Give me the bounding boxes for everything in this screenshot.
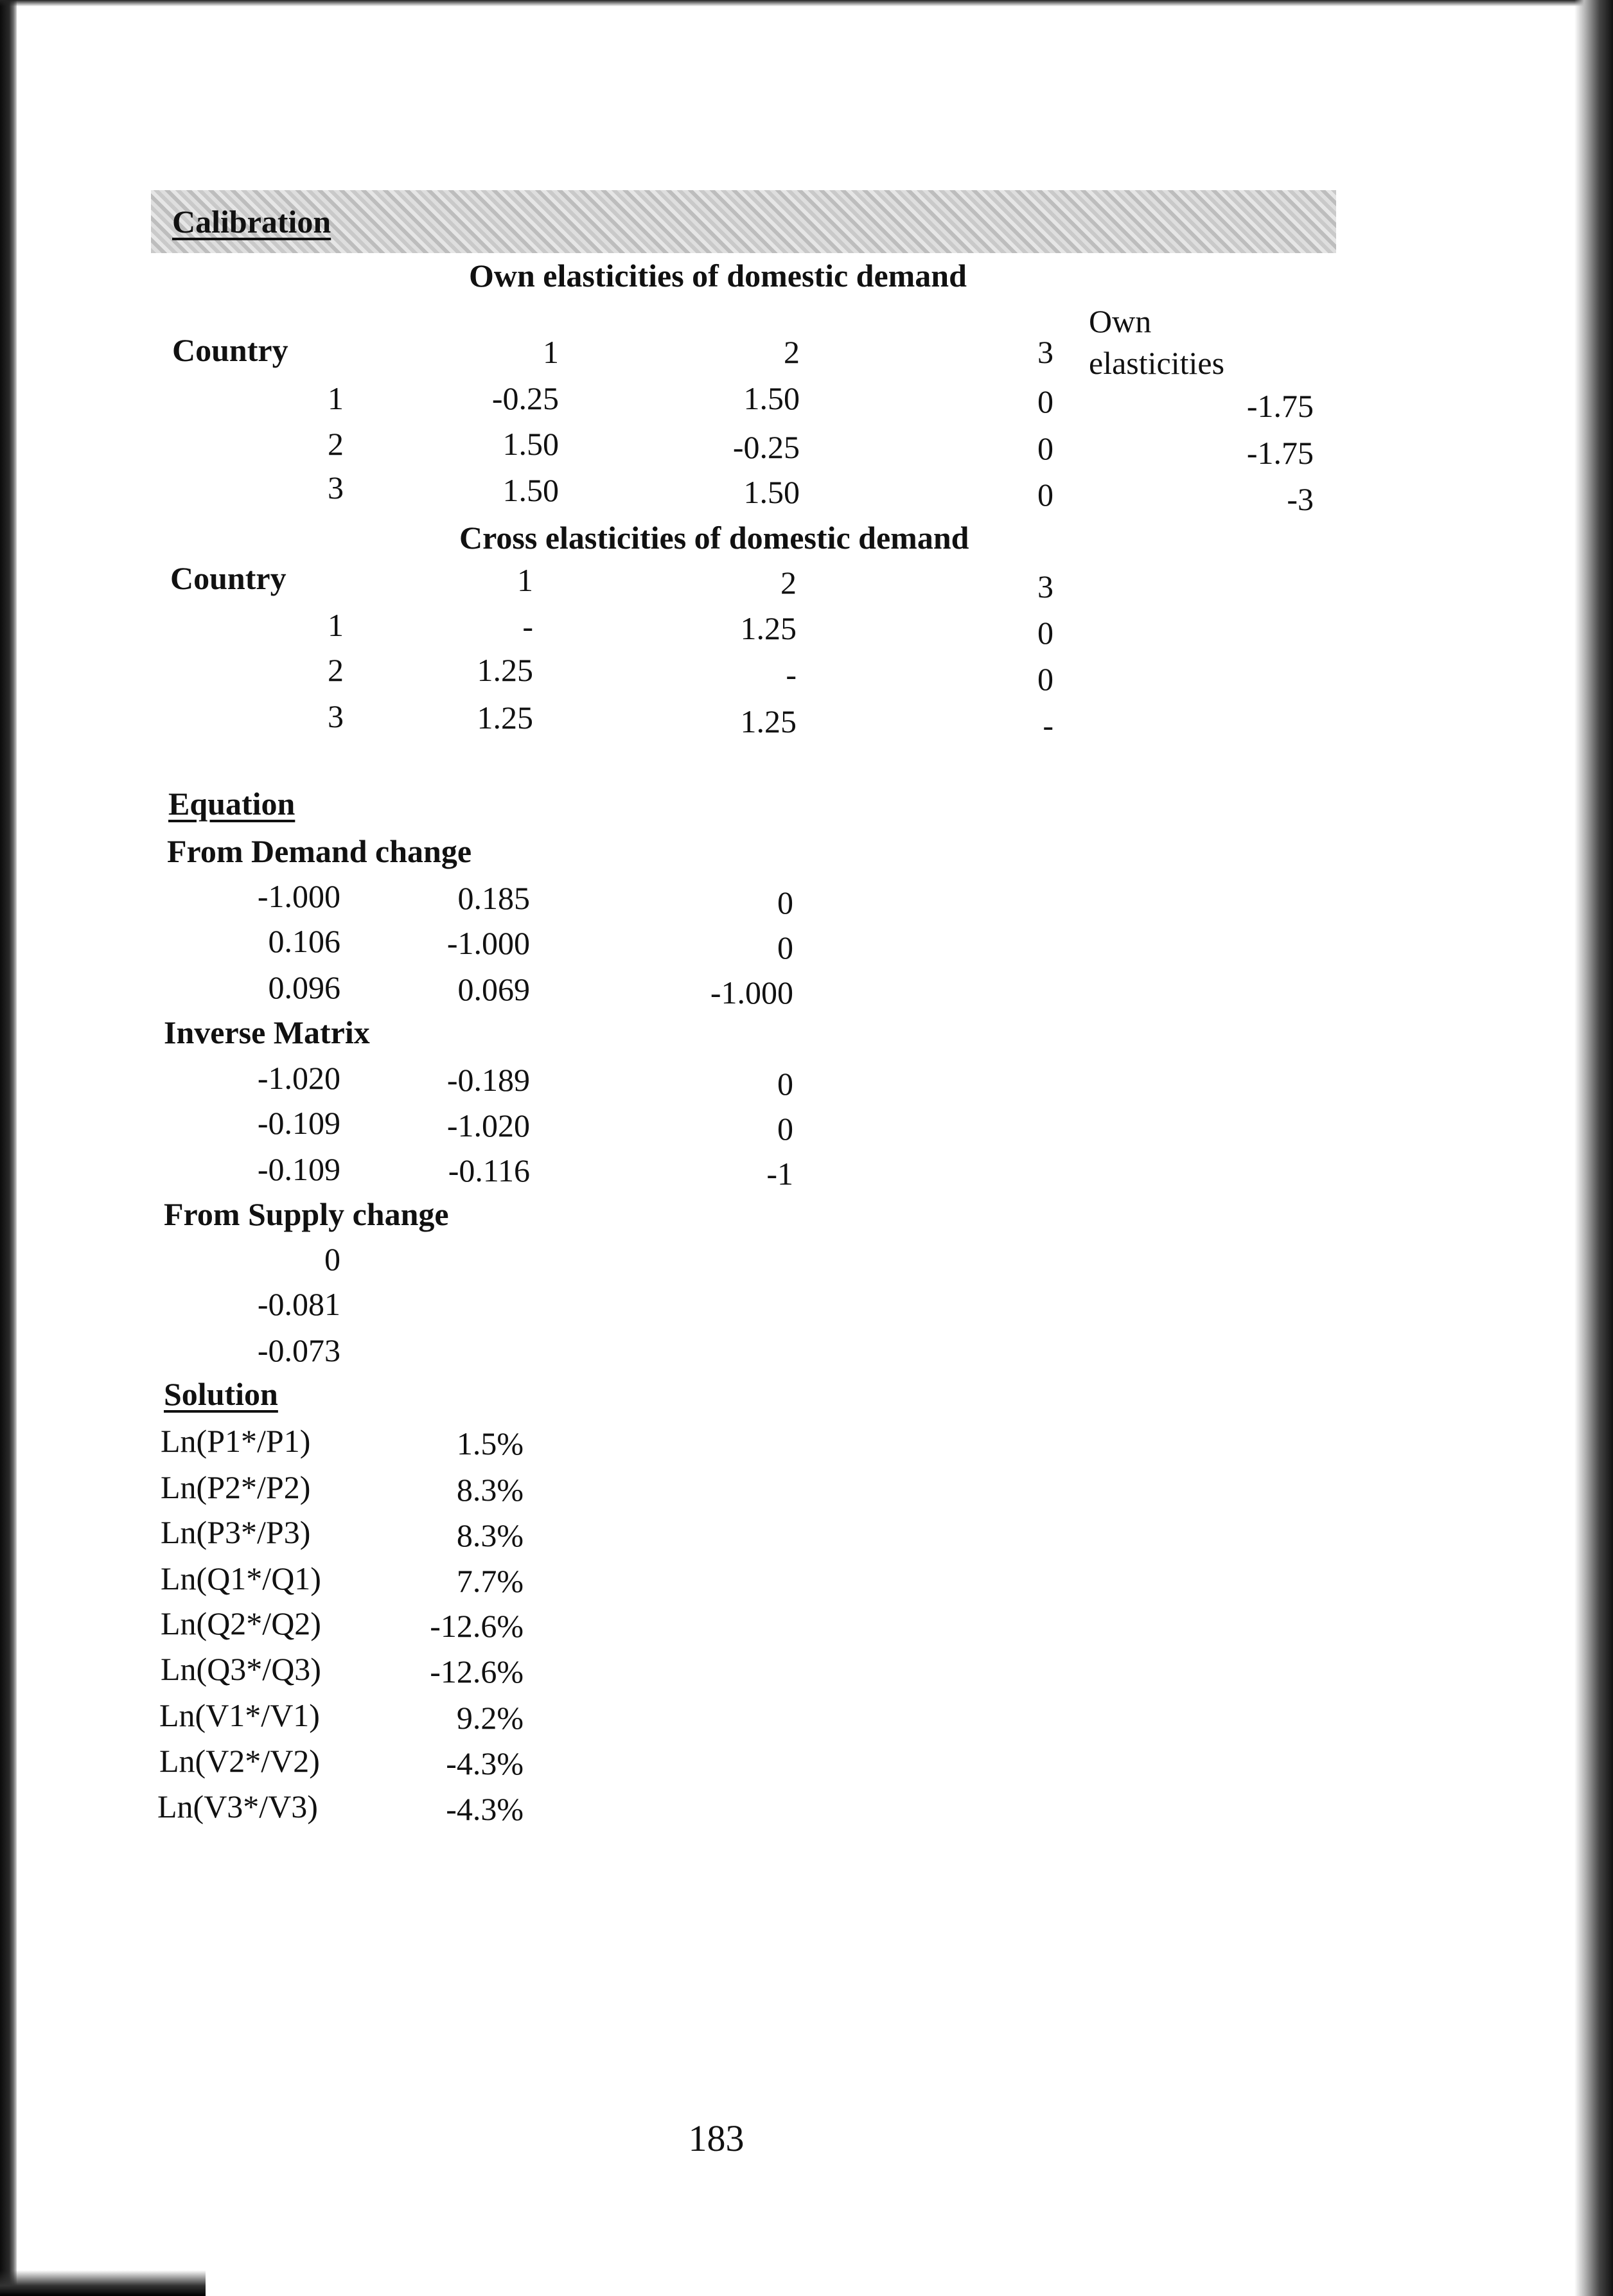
solution-label-4: Ln(Q1*/Q1) [161,1560,321,1596]
top-edge-shadow [0,0,1613,6]
inverse-r2-c2: -1.020 [446,1108,530,1144]
own-extra-header-line1: Own [1089,303,1152,339]
cross-row-3-col-2: 1.25 [740,703,797,739]
solution-label-3: Ln(P3*/P3) [161,1514,311,1550]
own-row-3-label: 3 [328,470,344,506]
solution-label-9: Ln(V3*/V3) [157,1788,318,1824]
supply-value-3: -0.073 [257,1332,340,1368]
cross-elasticities-title: Cross elasticities of domestic demand [459,520,969,556]
own-row-3-own: -3 [1287,481,1314,517]
own-row-2-col-1: 1.50 [502,426,559,462]
solution-value-5: -12.6% [430,1608,524,1644]
cross-col-2: 2 [780,565,797,601]
own-row-2-col-3: 0 [1037,430,1053,466]
cross-col-1: 1 [517,562,533,598]
cross-row-2-col-3: 0 [1037,661,1053,697]
cross-col-3: 3 [1037,569,1053,605]
page-number: 183 [688,2117,745,2159]
own-row-2-own: -1.75 [1246,435,1314,471]
cross-row-1-col-3: 0 [1037,615,1053,651]
cross-row-header: Country [170,560,286,596]
own-col-1: 1 [543,334,559,370]
demand-r2-c3: 0 [777,930,793,966]
solution-value-3: 8.3% [456,1517,524,1553]
supply-change-label: From Supply change [164,1196,449,1232]
own-row-1-col-3: 0 [1037,384,1053,419]
solution-label-6: Ln(Q3*/Q3) [161,1651,321,1687]
inverse-r1-c3: 0 [777,1066,793,1102]
inverse-matrix-label: Inverse Matrix [164,1014,370,1050]
own-row-1-col-2: 1.50 [743,380,800,416]
cross-row-3-col-1: 1.25 [477,700,533,736]
own-row-2-col-2: -0.25 [732,429,800,465]
own-row-2-label: 2 [328,426,344,462]
own-row-1-label: 1 [328,380,344,416]
inverse-r3-c1: -0.109 [257,1151,340,1187]
solution-label-7: Ln(V1*/V1) [159,1697,320,1733]
cross-row-2-col-2: - [786,657,797,693]
solution-label-8: Ln(V2*/V2) [159,1743,320,1779]
demand-r3-c1: 0.096 [268,969,340,1005]
cross-row-1-label: 1 [328,607,344,643]
book-spine-shadow [0,0,17,2296]
own-extra-header-line2: elasticities [1089,345,1225,381]
inverse-r3-c3: -1 [766,1156,793,1192]
cross-row-1-col-2: 1.25 [740,610,797,646]
solution-value-2: 8.3% [456,1472,524,1508]
cross-row-2-col-1: 1.25 [477,652,533,688]
own-col-3: 3 [1037,334,1053,370]
supply-value-2: -0.081 [257,1286,340,1322]
solution-label-2: Ln(P2*/P2) [161,1469,311,1505]
demand-r2-c1: 0.106 [268,923,340,959]
demand-r3-c2: 0.069 [457,971,530,1007]
inverse-r1-c2: -0.189 [446,1062,530,1098]
page-curl-shadow [0,2270,206,2296]
inverse-r3-c2: -0.116 [448,1152,530,1188]
solution-value-8: -4.3% [446,1745,524,1781]
own-row-3-col-3: 0 [1037,477,1053,513]
cross-row-2-label: 2 [328,652,344,688]
solution-heading: Solution [164,1376,278,1412]
solution-label-5: Ln(Q2*/Q2) [161,1605,321,1641]
demand-r1-c2: 0.185 [457,880,530,916]
equation-heading: Equation [168,786,295,822]
solution-label-1: Ln(P1*/P1) [161,1423,311,1459]
solution-value-1: 1.5% [456,1426,524,1461]
own-row-header: Country [172,332,288,368]
cross-row-1-col-1: - [522,608,533,644]
inverse-r1-c1: -1.020 [257,1060,340,1096]
own-row-1-own: -1.75 [1246,388,1314,424]
demand-r1-c1: -1.000 [257,878,340,914]
demand-r3-c3: -1.000 [710,975,793,1011]
cross-row-3-col-3: - [1043,707,1053,743]
own-col-2: 2 [784,334,800,370]
own-elasticities-title: Own elasticities of domestic demand [469,258,967,294]
demand-r1-c3: 0 [777,885,793,921]
calibration-heading: Calibration [172,204,331,240]
solution-value-9: -4.3% [446,1791,524,1827]
solution-value-6: -12.6% [430,1654,524,1690]
own-row-1-col-1: -0.25 [491,380,559,416]
inverse-r2-c1: -0.109 [257,1105,340,1141]
own-row-3-col-1: 1.50 [502,472,559,508]
demand-change-label: From Demand change [167,833,472,869]
right-edge-shadow [1574,0,1613,2296]
solution-value-7: 9.2% [456,1700,524,1736]
inverse-r2-c3: 0 [777,1111,793,1147]
supply-value-1: 0 [324,1241,340,1277]
cross-row-3-label: 3 [328,698,344,734]
solution-value-4: 7.7% [456,1563,524,1599]
demand-r2-c2: -1.000 [446,925,530,961]
own-row-3-col-2: 1.50 [743,474,800,510]
